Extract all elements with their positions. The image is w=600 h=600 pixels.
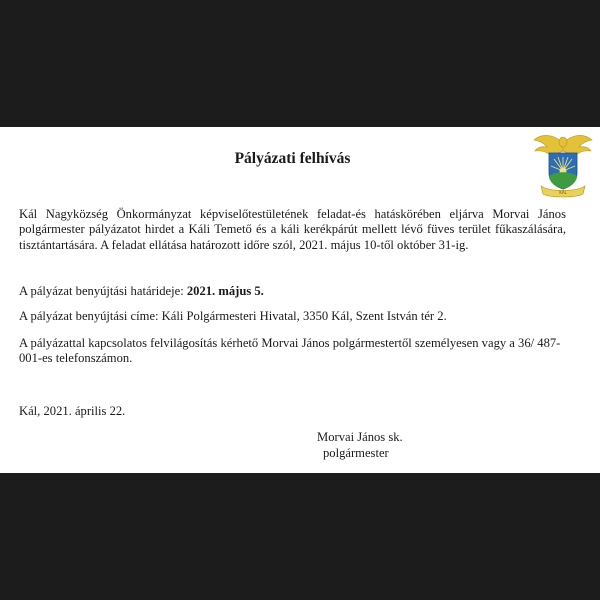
signer-title: polgármester: [323, 446, 389, 460]
deadline-value: 2021. május 5.: [186, 284, 264, 298]
document-title: Pályázati felhívás: [234, 150, 351, 167]
info-paragraph: A pályázattal kapcsolatos felvilágosítás kérhető Morvai János polgármestertől személyesen vagy a 36/ 487-001-es telefonszámon.: [19, 336, 561, 366]
document-page: [0, 127, 600, 473]
address-line: A pályázat benyújtási címe: Káli Polgármesteri Hivatal, 3350 Kál, Szent István tér 2.: [19, 309, 447, 323]
place-date: Kál, 2021. április 22.: [19, 404, 126, 418]
deadline-line: [19, 284, 566, 299]
deadline-label: A pályázat benyújtási határideje:: [19, 284, 187, 298]
intro-paragraph: Kál Nagyközség Önkormányzat képviselőtestületének feladat-és hatáskörében eljárva Morvai János polgármester pályázatot hirdet a Káli Temető és a káli kerékpárút mellett lévő füves terület fűkaszálására, tisztántartására. A feladat ellátása határozott időre szól, 2021. május 10-től október 31-ig.: [19, 207, 566, 252]
coat-of-arms-icon: [532, 131, 594, 199]
signer-name: Morvai János sk.: [317, 430, 403, 444]
svg-text:KÁL: KÁL: [559, 190, 567, 195]
